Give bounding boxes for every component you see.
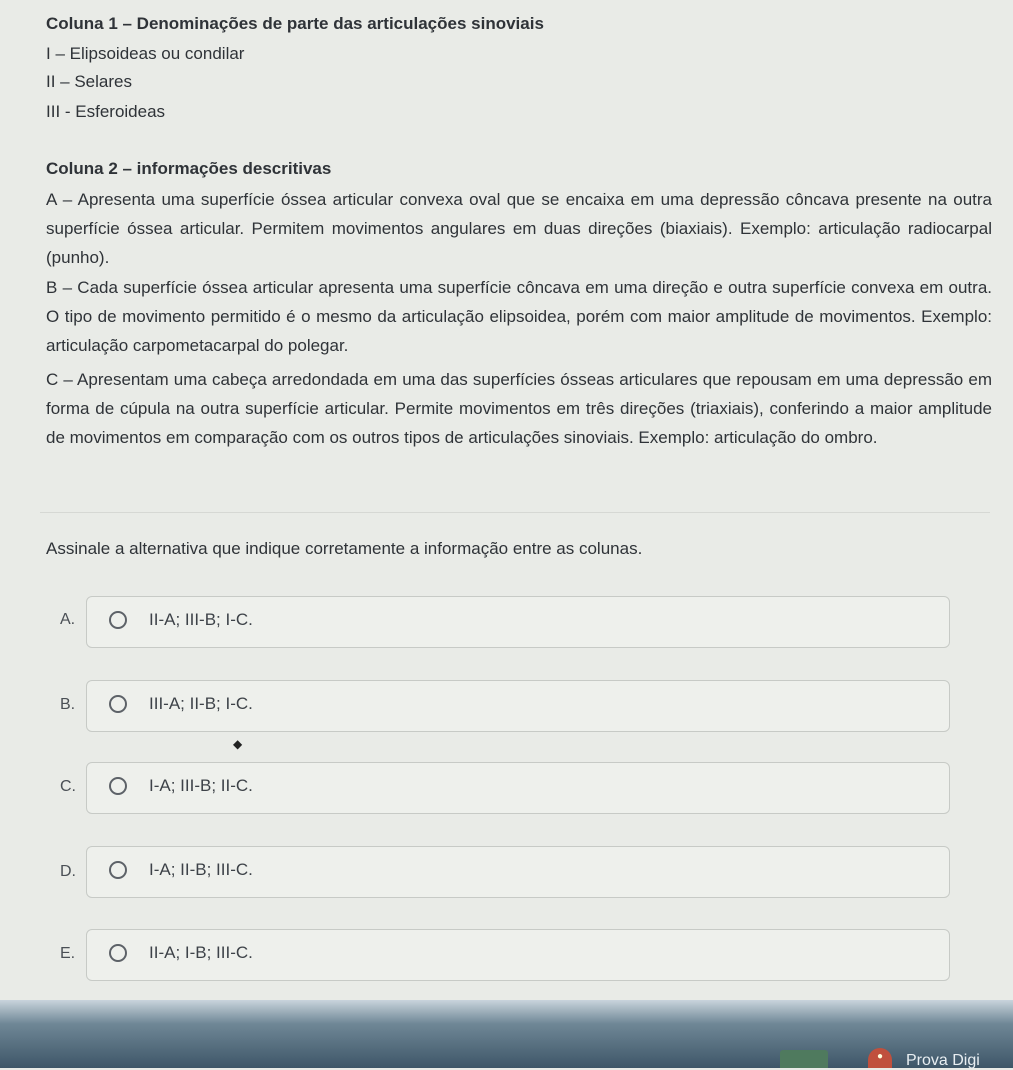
column2-item-a: A – Apresenta uma superfície óssea articular convexa oval que se encaixa em uma depressão côncava presente na outra superfície óssea articular. Permitem movimentos angulares em duas direções (biaxiais). Exemplo: articulação radiocarpal (punho). [46,190,992,268]
option-a-text: II-A; III-B; I-C. [149,610,253,629]
column1-item-3: III - Esferoideas [46,102,166,121]
radio-icon[interactable] [109,695,127,713]
question-prompt: Assinale a alternativa que indique corretamente a informação entre as colunas. [46,539,643,558]
column1-title: Coluna 1 – Denominações de parte das articulações sinoviais [46,14,544,33]
radio-icon[interactable] [109,611,127,629]
column1-item-2: II – Selares [46,72,132,91]
option-b-letter: B. [60,696,76,713]
column2-item-c: C – Apresentam uma cabeça arredondada em uma das superfícies ósseas articulares que repousam em uma depressão em forma de cúpula na outra superfície articular. Permite movimentos em três direções (triaxiais), conferindo a maior amplitude de movimentos em comparação com os outros tipos de articulações sinoviais. Exemplo: articulação do ombro. [46,370,992,448]
tray-app-label[interactable]: Prova Digi [906,1052,980,1069]
option-e[interactable] [86,929,950,981]
option-d-letter: D. [60,863,76,880]
column2-title: Coluna 2 – informações descritivas [46,159,332,178]
option-a[interactable] [86,596,950,648]
taskbar [0,1000,1013,1068]
radio-icon[interactable] [109,944,127,962]
taskbar-app-icon[interactable] [780,1050,828,1068]
option-b[interactable] [86,680,950,732]
radio-icon[interactable] [109,861,127,879]
option-b-text: III-A; II-B; I-C. [149,694,253,713]
radio-icon[interactable] [109,777,127,795]
option-a-letter: A. [60,611,76,628]
option-c-text: I-A; III-B; II-C. [149,776,253,795]
option-c-letter: C. [60,778,76,795]
app-icon[interactable]: ● [868,1048,892,1068]
cursor-icon: ◆ [233,737,243,751]
option-d[interactable] [86,846,950,898]
option-c[interactable] [86,762,950,814]
option-d-text: I-A; II-B; III-C. [149,860,253,879]
column2-item-b: B – Cada superfície óssea articular apresenta uma superfície côncava em uma direção e outra superfície convexa em outra. O tipo de movimento permitido é o mesmo da articulação elipsoidea, porém com maior amplitude de movimentos. Exemplo: articulação carpometacarpal do polegar. [46,278,992,356]
option-e-letter: E. [60,945,76,962]
divider [40,512,990,513]
column1-item-1: I – Elipsoideas ou condilar [46,44,245,63]
option-e-text: II-A; I-B; III-C. [149,943,253,962]
